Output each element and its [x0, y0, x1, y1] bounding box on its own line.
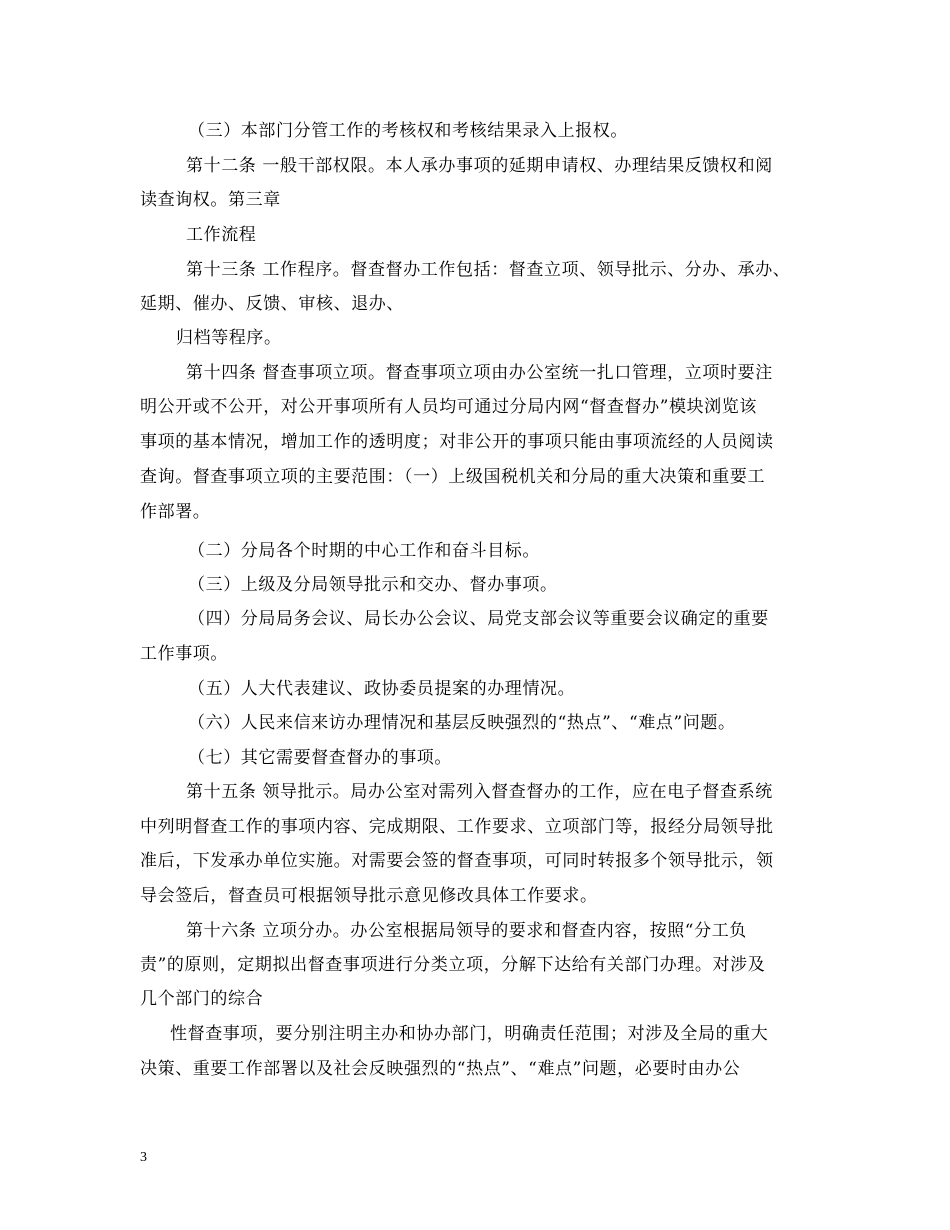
text-line: 第十三条 工作程序。督查督办工作包括：督查立项、领导批示、分办、承办、 [186, 260, 791, 280]
text-line: 第十六条 立项分办。办公室根据局领导的要求和督查内容，按照“分工负 [186, 921, 747, 941]
text-line: （三）上级及分局领导批示和交办、督办事项。 [188, 575, 558, 595]
text-line: （四）分局局务会议、局长办公会议、局党支部会议等重要会议确定的重要 [188, 609, 769, 629]
text-line: （六）人民来信来访办理情况和基层反映强烈的“热点”、“难点”问题。 [188, 713, 736, 733]
text-line: （七）其它需要督查督办的事项。 [188, 748, 452, 768]
text-line: 导会签后，督查员可根据领导批示意见修改具体工作要求。 [140, 886, 598, 906]
text-line: 查询。督查事项立项的主要范围：（一）上级国税机关和分局的重大决策和重要工 [140, 467, 766, 487]
text-line: 准后，下发承办单位实施。对需要会签的督查事项，可同时转报多个领导批示，领 [140, 851, 774, 871]
text-line: 决策、重要工作部署以及社会反映强烈的“热点”、“难点”问题，必要时由办公 [140, 1059, 741, 1079]
page-number: 3 [140, 1150, 147, 1165]
text-line: 性督查事项，要分别注明主办和协办部门，明确责任范围；对涉及全局的重大 [170, 1024, 769, 1044]
text-line: 第十五条 领导批示。局办公室对需列入督查督办的工作，应在电子督查系统 [186, 782, 773, 802]
text-line: 中列明督查工作的事项内容、完成期限、工作要求、立项部门等，报经分局领导批 [140, 817, 774, 837]
text-line: （三）本部门分管工作的考核权和考核结果录入上报权。 [188, 121, 628, 141]
text-line: 第十二条 一般干部权限。本人承办事项的延期申请权、办理结果反馈权和阅 [186, 156, 773, 176]
text-line: 第十四条 督查事项立项。督查事项立项由办公室统一扎口管理，立项时要注 [186, 363, 773, 383]
text-line: 工作流程 [186, 225, 257, 245]
text-line: 工作事项。 [140, 644, 228, 664]
text-line: 几个部门的综合 [140, 989, 264, 1009]
text-line: 明公开或不公开，对公开事项所有人员均可通过分局内网“督查督办”模块浏览该 [140, 397, 757, 417]
text-line: 作部署。 [140, 502, 211, 522]
text-line: （二）分局各个时期的中心工作和奋斗目标。 [188, 541, 540, 561]
text-line: （五）人大代表建议、政协委员提案的办理情况。 [188, 679, 576, 699]
text-line: 延期、催办、反馈、审核、退办、 [140, 294, 404, 314]
text-line: 读查询权。第三章 [140, 190, 281, 210]
text-line: 事项的基本情况，增加工作的透明度；对非公开的事项只能由事项流经的人员阅读 [140, 432, 774, 452]
text-line: 责”的原则，定期拟出督查事项进行分类立项，分解下达给有关部门办理。对涉及 [140, 955, 766, 975]
text-line: 归档等程序。 [176, 328, 282, 348]
